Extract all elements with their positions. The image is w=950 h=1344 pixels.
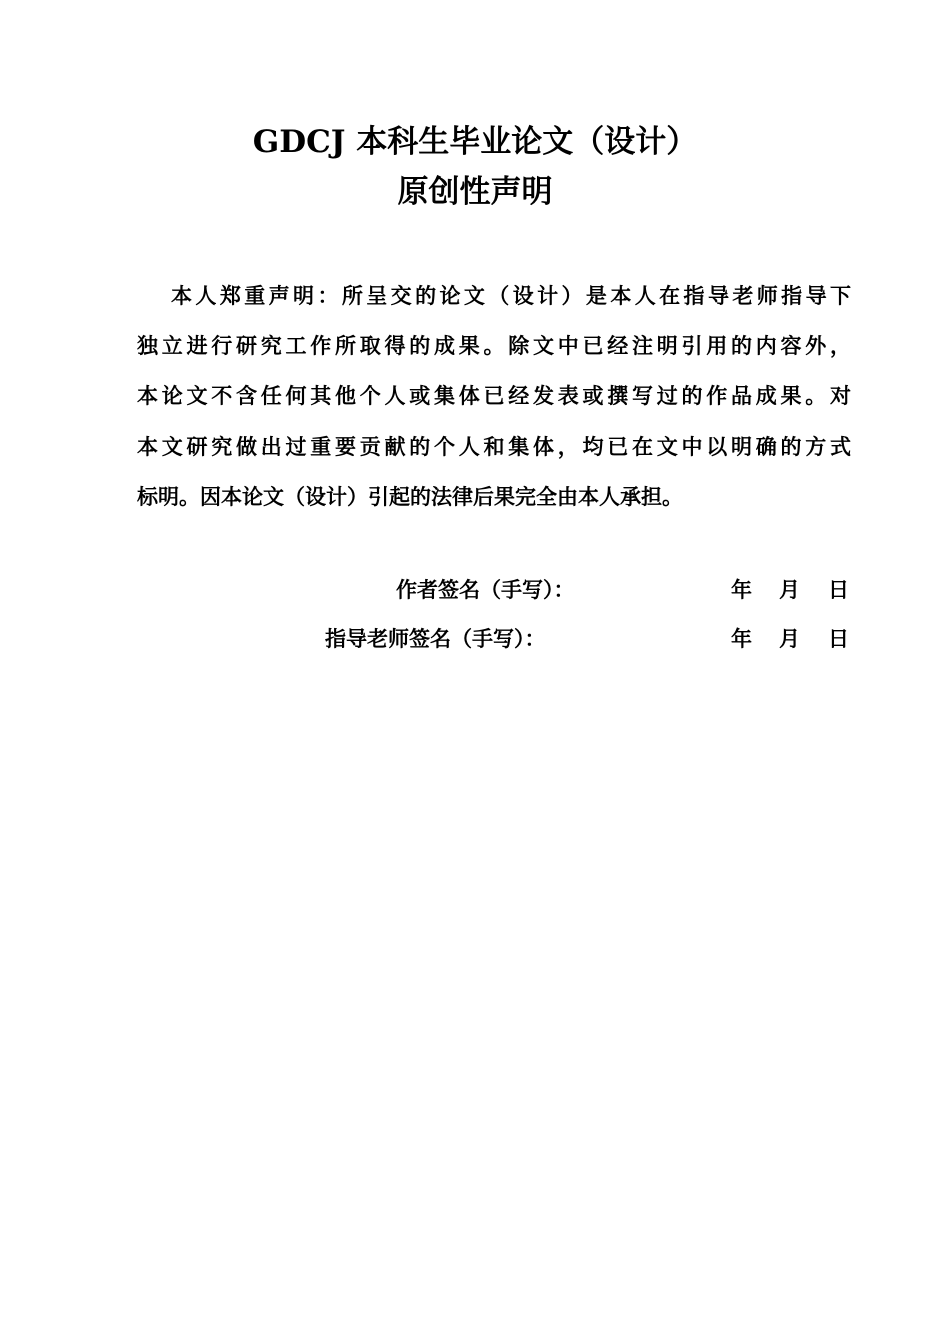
author-signature-row <box>0 575 950 605</box>
declaration-line-5: 标明。因本论文（设计）引起的法律后果完全由本人承担。 <box>137 483 683 509</box>
advisor-date-day: 日 <box>828 626 849 651</box>
author-signature-label: 作者签名（手写）： <box>396 577 575 602</box>
advisor-signature-row <box>0 624 950 654</box>
advisor-date-month: 月 <box>779 626 800 651</box>
advisor-signature-label: 指导老师签名（手写）： <box>325 626 546 651</box>
document-subtitle: 原创性声明 <box>397 174 553 210</box>
author-date-day: 日 <box>828 577 849 602</box>
author-date-month: 月 <box>779 577 800 602</box>
document-title: GDCJ 本科生毕业论文（设计） <box>252 124 698 160</box>
declaration-line-2: 独立进行研究工作所取得的成果。除文中已经注明引用的内容外， <box>137 333 851 359</box>
declaration-line-1: 本人郑重声明：所呈交的论文（设计）是本人在指导老师指导下 <box>171 283 851 308</box>
declaration-line-3: 本论文不含任何其他个人或集体已经发表或撰写过的作品成果。对 <box>137 383 851 409</box>
advisor-date-year: 年 <box>731 626 752 651</box>
declaration-line-4: 本文研究做出过重要贡献的个人和集体，均已在文中以明确的方式 <box>137 433 851 459</box>
declaration-paragraph <box>137 271 851 522</box>
author-date-year: 年 <box>731 577 752 602</box>
